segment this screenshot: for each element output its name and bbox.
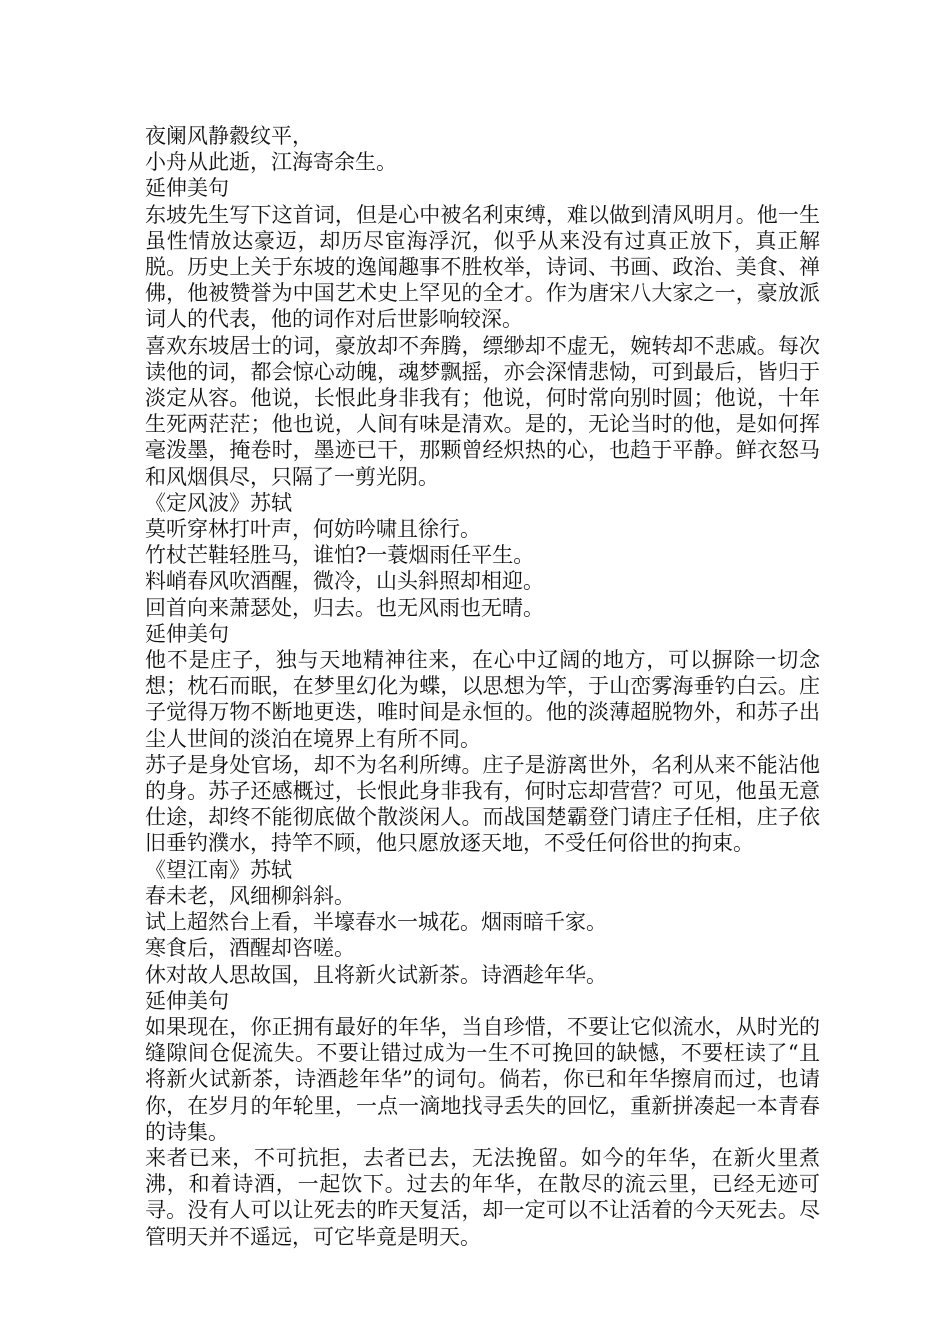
- paragraph: 苏子是身处官场，却不为名利所缚。庄子是游离世外，名利从来不能沾他的身。苏子还感概过，长恨此身非我有，何时忘却营营？可见，他虽无意仕途，却终不能彻底做个散淡闲人。而战国楚霸登门请庄子任相，庄子依旧垂钓濮水，持竿不顾，他只愿放逐天地，不受任何俗世的拘束。: [145, 752, 820, 856]
- paragraph: 东坡先生写下这首词，但是心中被名利束缚，难以做到清风明月。他一生虽性情放达豪迈，却历尽宦海浮沉，似乎从来没有过真正放下，真正解脱。历史上关于东坡的逸闻趣事不胜枚举，诗词、书画、政治、美食、禅佛，他被赞誉为中国艺术史上罕见的全才。作为唐宋八大家之一，豪放派词人的代表，他的词作对后世影响较深。: [145, 202, 820, 332]
- poem-line: 料峭春风吹酒醒，微冷，山头斜照却相迎。: [145, 569, 544, 594]
- poem-line: 寒食后，酒醒却咨嗟。: [145, 936, 355, 961]
- poem-line: 竹杖芒鞋轻胜马，谁怕?一蓑烟雨任平生。: [145, 543, 535, 568]
- poem-line: 休对故人思故国，且将新火试新茶。诗酒趁年华。: [145, 962, 607, 987]
- poem-line: 回首向来萧瑟处，归去。也无风雨也无晴。: [145, 595, 544, 620]
- paragraph: 喜欢东坡居士的词，豪放却不奔腾，缥缈却不虚无，婉转却不悲戚。每次读他的词，都会惊心动魄，魂梦飘摇，亦会深情悲恸，可到最后，皆归于淡定从容。他说，长恨此身非我有；他说，何时常向别时圆；他说，十年生死两茫茫；他也说，人间有味是清欢。是的，无论当时的他，是如何挥毫泼墨，掩卷时，墨迹已干，那颗曾经炽热的心，也趋于平静。鲜衣怒马和风烟俱尽，只隔了一剪光阴。: [145, 333, 820, 489]
- poem-line: 试上超然台上看，半壕春水一城花。烟雨暗千家。: [145, 910, 607, 935]
- poem-title: 《定风波》苏轼: [145, 490, 292, 515]
- poem-title: 《望江南》苏轼: [145, 857, 292, 882]
- poem-line: 小舟从此逝，江海寄余生。: [145, 150, 397, 175]
- paragraph: 来者已来，不可抗拒，去者已去，无法挽留。如今的年华，在新火里煮沸，和着诗酒，一起饮下。过去的年华，在散尽的流云里，已经无迹可寻。没有人可以让死去的昨天复活，却一定可以不让活着的今天死去。尽管明天并不遥远，可它毕竟是明天。: [145, 1145, 820, 1249]
- section-heading: 延伸美句: [145, 621, 229, 646]
- poem-line: 莫听穿林打叶声，何妨吟啸且徐行。: [145, 517, 481, 542]
- poem-line: 夜阑风静縠纹平，: [145, 124, 313, 148]
- poem-line: 春未老，风细柳斜斜。: [145, 883, 355, 908]
- section-heading: 延伸美句: [145, 176, 229, 201]
- paragraph: 他不是庄子，独与天地精神往来，在心中辽阔的地方，可以摒除一切念想；枕石而眠，在梦里幻化为蝶，以思想为竿，于山峦雾海垂钓白云。庄子觉得万物不断地更迭，唯时间是永恒的。他的淡薄超脱物外，和苏子出尘人世间的淡泊在境界上有所不同。: [145, 648, 820, 751]
- document-page: [145, 123, 820, 1250]
- paragraph: 如果现在，你正拥有最好的年华，当自珍惜，不要让它似流水，从时光的缝隙间仓促流失。不要让错过成为一生不可挽回的缺憾，不要枉读了“且将新火试新茶，诗酒趁年华”的词句。倘若，你已和年华擦肩而过，也请你，在岁月的年轮里，一点一滴地找寻丢失的回忆，重新拼凑起一本青春的诗集。: [145, 1014, 820, 1144]
- section-heading: 延伸美句: [145, 988, 229, 1013]
